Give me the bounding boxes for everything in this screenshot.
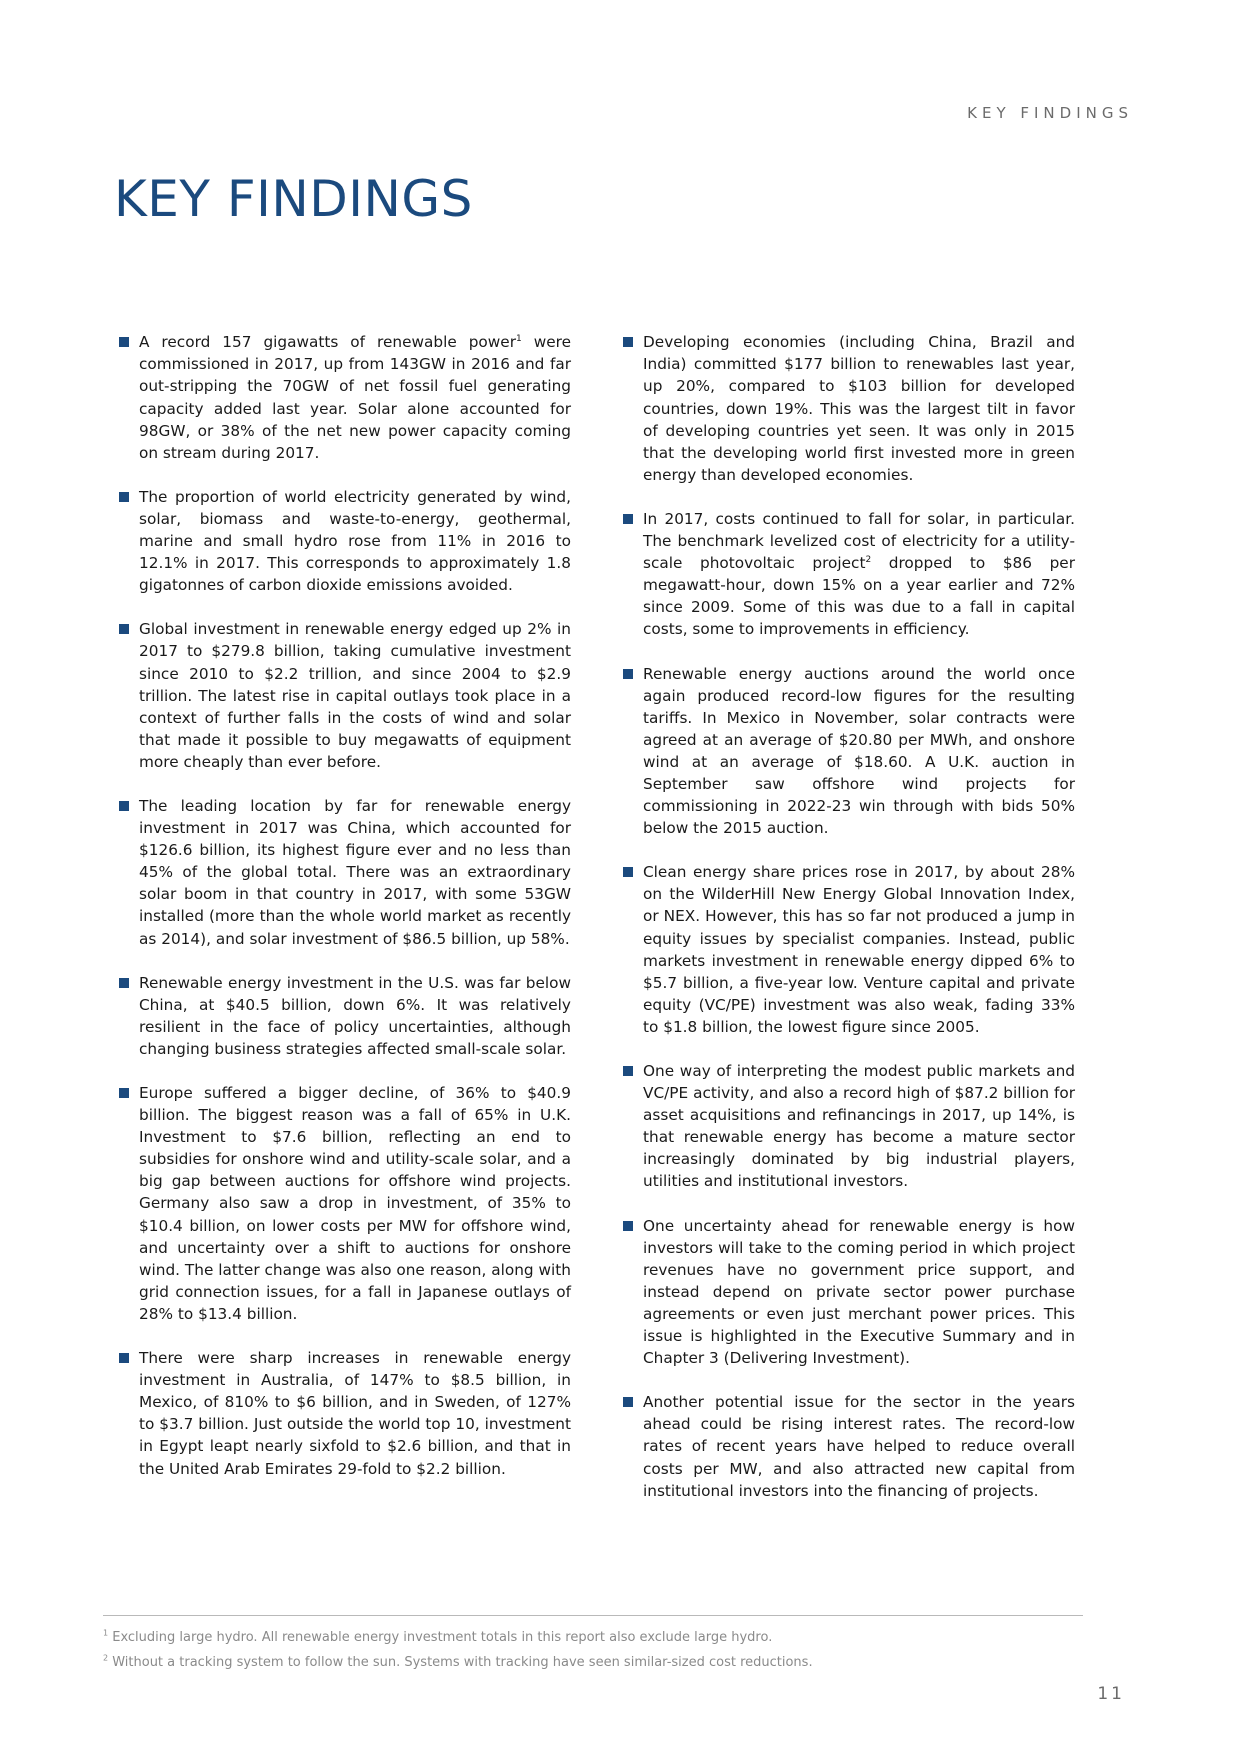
square-bullet-icon [623, 1066, 633, 1076]
finding-item: Europe suffered a bigger decline, of 36% to $40.9 billion. The biggest reason was a fall of 65% in U.K. Investment to $7.6 billion, reflecting an end to subsidies for onshore wind and utility-scale solar, and a big gap between auctions for offshore wind projects. Germany also saw a drop in investment, of 35% to $10.4 billion, on lower costs per MW for offshore wind, and uncertainty over a shift to auctions for onshore wind. The latter change was also one reason, along with grid connection issues, for a fall in Japanese outlays of 28% to $13.4 billion. [119, 1082, 571, 1325]
finding-item: Global investment in renewable energy edged up 2% in 2017 to $279.8 billion, taking cumulative investment since 2010 to $2.2 trillion, and since 2004 to $2.9 trillion. The latest rise in capital outlays took place in a context of further falls in the costs of wind and solar that made it possible to buy megawatts of equipment more cheaply than ever before. [119, 618, 571, 773]
finding-item: Developing economies (including China, Brazil and India) committed $177 billion to renewables last year, up 20%, compared to $103 billion for developed countries, down 19%. This was the largest tilt in favor of developing countries yet seen. It was only in 2015 that the developing world first invested more in green energy than developed economies. [623, 331, 1075, 486]
square-bullet-icon [119, 1353, 129, 1363]
square-bullet-icon [623, 867, 633, 877]
footnote-mark: 1 [103, 1628, 109, 1638]
running-header: KEY FINDINGS [967, 104, 1133, 122]
square-bullet-icon [119, 624, 129, 634]
square-bullet-icon [119, 337, 129, 347]
square-bullet-icon [119, 492, 129, 502]
finding-item: Renewable energy investment in the U.S. was far below China, at $40.5 billion, down 6%. It was relatively resilient in the face of policy uncertainties, although changing business strategies affected small-scale solar. [119, 972, 571, 1060]
footnotes [103, 1625, 1083, 1675]
footnote-1 [103, 1625, 1083, 1650]
square-bullet-icon [623, 514, 633, 524]
footnote-text: Excluding large hydro. All renewable energy investment totals in this report also exclude large hydro. [108, 1630, 773, 1645]
footnote-text: Without a tracking system to follow the sun. Systems with tracking have seen similar-sized cost reductions. [108, 1655, 813, 1670]
finding-item: In 2017, costs continued to fall for solar, in particular. The benchmark levelized cost of electricity for a utility-scale photovoltaic project$^2$ dropped to $86 per megawatt-hour, down 15% on a year earlier and 72% since 2009. Some of this was due to a fall in capital costs, some to improvements in efficiency. [623, 508, 1075, 641]
footnote-reference[interactable]: 1 [516, 334, 522, 345]
page-title: KEY FINDINGS [114, 170, 473, 228]
findings-column-left [119, 316, 571, 1502]
footnote-reference[interactable]: 2 [865, 555, 872, 566]
square-bullet-icon [119, 801, 129, 811]
finding-item: One way of interpreting the modest public markets and VC/PE activity, and also a record high of $87.2 billion for asset acquisitions and refinancings in 2017, up 14%, is that renewable energy has become a mature sector increasingly dominated by big industrial players, utilities and institutional investors. [623, 1060, 1075, 1193]
finding-item: Renewable energy auctions around the world once again produced record-low figures for the resulting tariffs. In Mexico in November, solar contracts were agreed at an average of $20.80 per MWh, and onshore wind at an average of $18.60. A U.K. auction in September saw offshore wind projects for commissioning in 2022-23 win through with bids 50% below the 2015 auction. [623, 663, 1075, 840]
square-bullet-icon [623, 669, 633, 679]
finding-item: Clean energy share prices rose in 2017, by about 28% on the WilderHill New Energy Global Innovation Index, or NEX. However, this has so far not produced a jump in equity issues by specialist companies. Instead, public markets investment in renewable energy dipped 6% to $5.7 billion, a five-year low. Venture capital and private equity (VC/PE) investment was also weak, fading 33% to $1.8 billion, the lowest figure since 2005. [623, 861, 1075, 1038]
finding-item: One uncertainty ahead for renewable energy is how investors will take to the coming period in which project revenues have no government price support, and instead depend on private sector power purchase agreements or even just merchant power prices. This issue is highlighted in the Executive Summary and in Chapter 3 (Delivering Investment). [623, 1215, 1075, 1370]
finding-item: A record 157 gigawatts of renewable power$^1$ were commissioned in 2017, up from 143GW in 2016 and far out-stripping the 70GW of net fossil fuel generating capacity added last year. Solar alone accounted for 98GW, or 38% of the net new power capacity coming on stream during 2017. [119, 331, 571, 464]
footnote-divider [103, 1615, 1083, 1616]
square-bullet-icon [623, 1221, 633, 1231]
finding-item: There were sharp increases in renewable energy investment in Australia, of 147% to $8.5 billion, in Mexico, of 810% to $6 billion, and in Sweden, of 127% to $3.7 billion. Just outside the world top 10, investment in Egypt leapt nearly sixfold to $2.6 billion, and that in the United Arab Emirates 29-fold to $2.2 billion. [119, 1347, 571, 1480]
square-bullet-icon [119, 1088, 129, 1098]
footnote-mark: 2 [103, 1653, 109, 1663]
finding-item: The leading location by far for renewable energy investment in 2017 was China, which accounted for $126.6 billion, its highest figure ever and no less than 45% of the global total. There was an extraordinary solar boom in that country in 2017, with some 53GW installed (more than the whole world market as recently as 2014), and solar investment of $86.5 billion, up 58%. [119, 795, 571, 950]
finding-item: The proportion of world electricity generated by wind, solar, biomass and waste-to-energy, geothermal, marine and small hydro rose from 11% in 2016 to 12.1% in 2017. This corresponds to approximately 1.8 gigatonnes of carbon dioxide emissions avoided. [119, 486, 571, 596]
square-bullet-icon [119, 978, 129, 988]
page-number: 11 [1097, 1684, 1125, 1704]
findings-column-right [623, 316, 1075, 1524]
finding-item: Another potential issue for the sector in the years ahead could be rising interest rates. The record-low rates of recent years have helped to reduce overall costs per MW, and also attracted new capital from institutional investors into the financing of projects. [623, 1391, 1075, 1501]
square-bullet-icon [623, 337, 633, 347]
footnote-2 [103, 1650, 1083, 1675]
square-bullet-icon [623, 1397, 633, 1407]
